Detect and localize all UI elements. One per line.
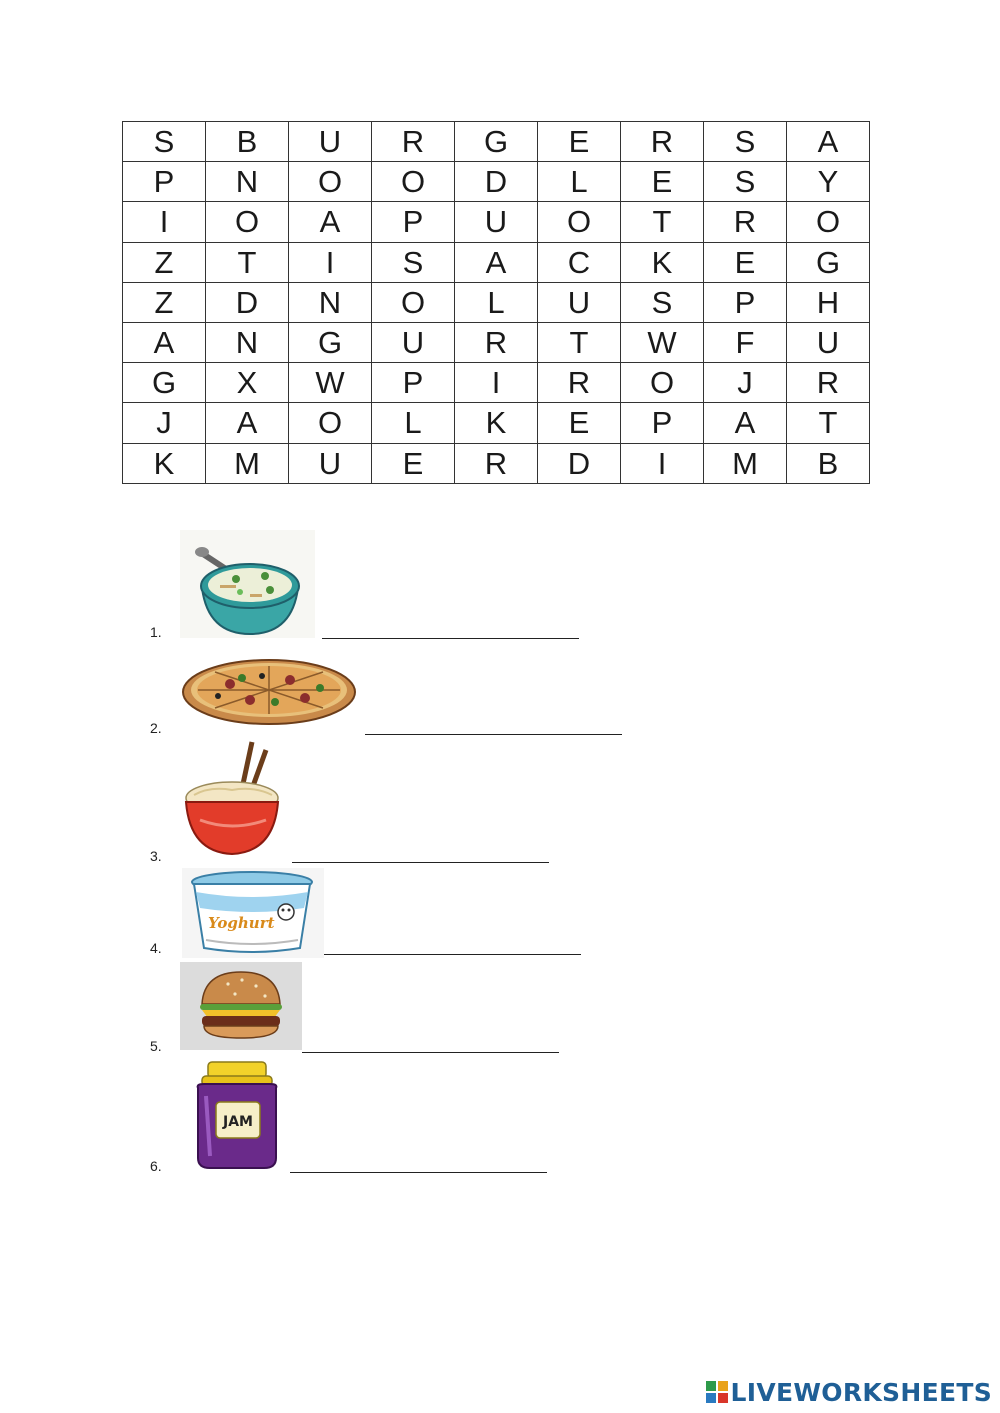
item-number: 6. — [150, 1158, 162, 1174]
grid-cell[interactable]: P — [372, 363, 455, 403]
grid-cell[interactable]: I — [455, 363, 538, 403]
grid-row — [123, 242, 870, 282]
grid-cell[interactable]: L — [372, 403, 455, 443]
grid-cell[interactable]: T — [538, 322, 621, 362]
grid-cell[interactable]: J — [123, 403, 206, 443]
grid-cell[interactable]: G — [123, 363, 206, 403]
answer-line-6[interactable] — [290, 1172, 547, 1173]
grid-cell[interactable]: F — [704, 322, 787, 362]
yoghurt-picture — [182, 868, 324, 958]
grid-cell[interactable]: O — [787, 202, 870, 242]
grid-cell[interactable]: N — [206, 162, 289, 202]
grid-cell[interactable]: H — [787, 282, 870, 322]
item-number: 5. — [150, 1038, 162, 1054]
answer-line-2[interactable] — [365, 734, 622, 735]
jam-label: JAM — [223, 1114, 253, 1130]
soup-bowl-icon — [180, 530, 315, 638]
grid-cell[interactable]: R — [455, 443, 538, 483]
soup-bowl-picture — [180, 530, 315, 638]
noodles-bowl-icon — [180, 740, 285, 860]
grid-cell[interactable]: L — [538, 162, 621, 202]
grid-cell[interactable]: K — [621, 242, 704, 282]
grid-cell[interactable]: S — [704, 162, 787, 202]
grid-cell[interactable]: D — [206, 282, 289, 322]
grid-cell[interactable]: K — [123, 443, 206, 483]
grid-cell[interactable]: R — [621, 122, 704, 162]
grid-cell[interactable]: E — [704, 242, 787, 282]
grid-cell[interactable]: G — [289, 322, 372, 362]
grid-cell[interactable]: A — [123, 322, 206, 362]
grid-cell[interactable]: S — [704, 122, 787, 162]
yoghurt-label: Yoghurt — [208, 914, 275, 932]
grid-cell[interactable]: G — [455, 122, 538, 162]
answer-line-3[interactable] — [292, 862, 549, 863]
grid-cell[interactable]: O — [206, 202, 289, 242]
grid-cell[interactable]: Y — [787, 162, 870, 202]
item-number: 2. — [150, 720, 162, 736]
grid-cell[interactable]: U — [538, 282, 621, 322]
grid-cell[interactable]: A — [787, 122, 870, 162]
grid-cell[interactable]: R — [372, 122, 455, 162]
liveworksheets-logo-icon — [706, 1381, 728, 1403]
grid-cell[interactable]: R — [704, 202, 787, 242]
grid-cell[interactable]: N — [206, 322, 289, 362]
grid-cell[interactable]: I — [621, 443, 704, 483]
grid-cell[interactable]: D — [455, 162, 538, 202]
pizza-icon — [180, 650, 358, 728]
grid-cell[interactable]: R — [787, 363, 870, 403]
grid-cell[interactable]: P — [621, 403, 704, 443]
grid-row — [123, 403, 870, 443]
grid-cell[interactable]: O — [372, 162, 455, 202]
grid-cell[interactable]: S — [123, 122, 206, 162]
answer-line-4[interactable] — [324, 954, 581, 955]
item-number: 3. — [150, 848, 162, 864]
grid-cell[interactable]: B — [787, 443, 870, 483]
grid-cell[interactable]: A — [206, 403, 289, 443]
grid-cell[interactable]: U — [787, 322, 870, 362]
grid-cell[interactable]: P — [372, 202, 455, 242]
grid-cell[interactable]: N — [289, 282, 372, 322]
grid-cell[interactable]: J — [704, 363, 787, 403]
answer-line-1[interactable] — [322, 638, 579, 639]
grid-cell[interactable]: U — [455, 202, 538, 242]
grid-cell[interactable]: T — [787, 403, 870, 443]
answer-line-5[interactable] — [302, 1052, 559, 1053]
grid-cell[interactable]: M — [704, 443, 787, 483]
grid-cell[interactable]: R — [455, 322, 538, 362]
grid-cell[interactable]: B — [206, 122, 289, 162]
grid-cell[interactable]: T — [206, 242, 289, 282]
grid-cell[interactable]: M — [206, 443, 289, 483]
noodles-picture — [180, 740, 285, 860]
grid-cell[interactable]: O — [289, 403, 372, 443]
grid-cell[interactable]: C — [538, 242, 621, 282]
grid-cell[interactable]: I — [289, 242, 372, 282]
grid-row — [123, 322, 870, 362]
grid-cell[interactable]: O — [538, 202, 621, 242]
item-number: 4. — [150, 940, 162, 956]
jam-picture — [184, 1058, 289, 1173]
grid-cell[interactable]: U — [289, 443, 372, 483]
grid-cell[interactable]: E — [372, 443, 455, 483]
grid-row — [123, 122, 870, 162]
grid-cell[interactable]: L — [455, 282, 538, 322]
grid-cell[interactable]: T — [621, 202, 704, 242]
grid-row — [123, 162, 870, 202]
yoghurt-cup-icon — [182, 868, 324, 958]
grid-cell[interactable]: S — [621, 282, 704, 322]
grid-cell[interactable]: X — [206, 363, 289, 403]
grid-cell[interactable]: U — [372, 322, 455, 362]
grid-cell[interactable]: A — [455, 242, 538, 282]
grid-cell[interactable]: W — [621, 322, 704, 362]
grid-cell[interactable]: K — [455, 403, 538, 443]
grid-cell[interactable]: E — [621, 162, 704, 202]
burger-icon — [180, 962, 302, 1050]
grid-cell[interactable]: S — [372, 242, 455, 282]
grid-cell[interactable]: O — [372, 282, 455, 322]
item-number: 1. — [150, 624, 162, 640]
grid-cell[interactable]: D — [538, 443, 621, 483]
liveworksheets-logo[interactable] — [706, 1375, 992, 1409]
grid-cell[interactable]: P — [704, 282, 787, 322]
word-search-grid — [122, 121, 870, 484]
jam-jar-icon — [184, 1058, 289, 1173]
grid-cell[interactable]: I — [123, 202, 206, 242]
burger-picture — [180, 962, 302, 1050]
grid-cell[interactable]: E — [538, 403, 621, 443]
grid-cell[interactable]: Z — [123, 282, 206, 322]
logo-text: LIVEWORKSHEETS — [730, 1377, 992, 1407]
grid-row — [123, 363, 870, 403]
grid-row — [123, 202, 870, 242]
grid-cell[interactable]: A — [704, 403, 787, 443]
pizza-picture — [180, 650, 358, 728]
grid-cell[interactable]: P — [123, 162, 206, 202]
grid-cell[interactable]: U — [289, 122, 372, 162]
grid-cell[interactable]: E — [538, 122, 621, 162]
grid-cell[interactable]: Z — [123, 242, 206, 282]
grid-cell[interactable]: G — [787, 242, 870, 282]
grid-cell[interactable]: W — [289, 363, 372, 403]
grid-cell[interactable]: R — [538, 363, 621, 403]
grid-cell[interactable]: O — [289, 162, 372, 202]
grid-row — [123, 443, 870, 483]
grid-cell[interactable]: A — [289, 202, 372, 242]
grid-cell[interactable]: O — [621, 363, 704, 403]
grid-row — [123, 282, 870, 322]
